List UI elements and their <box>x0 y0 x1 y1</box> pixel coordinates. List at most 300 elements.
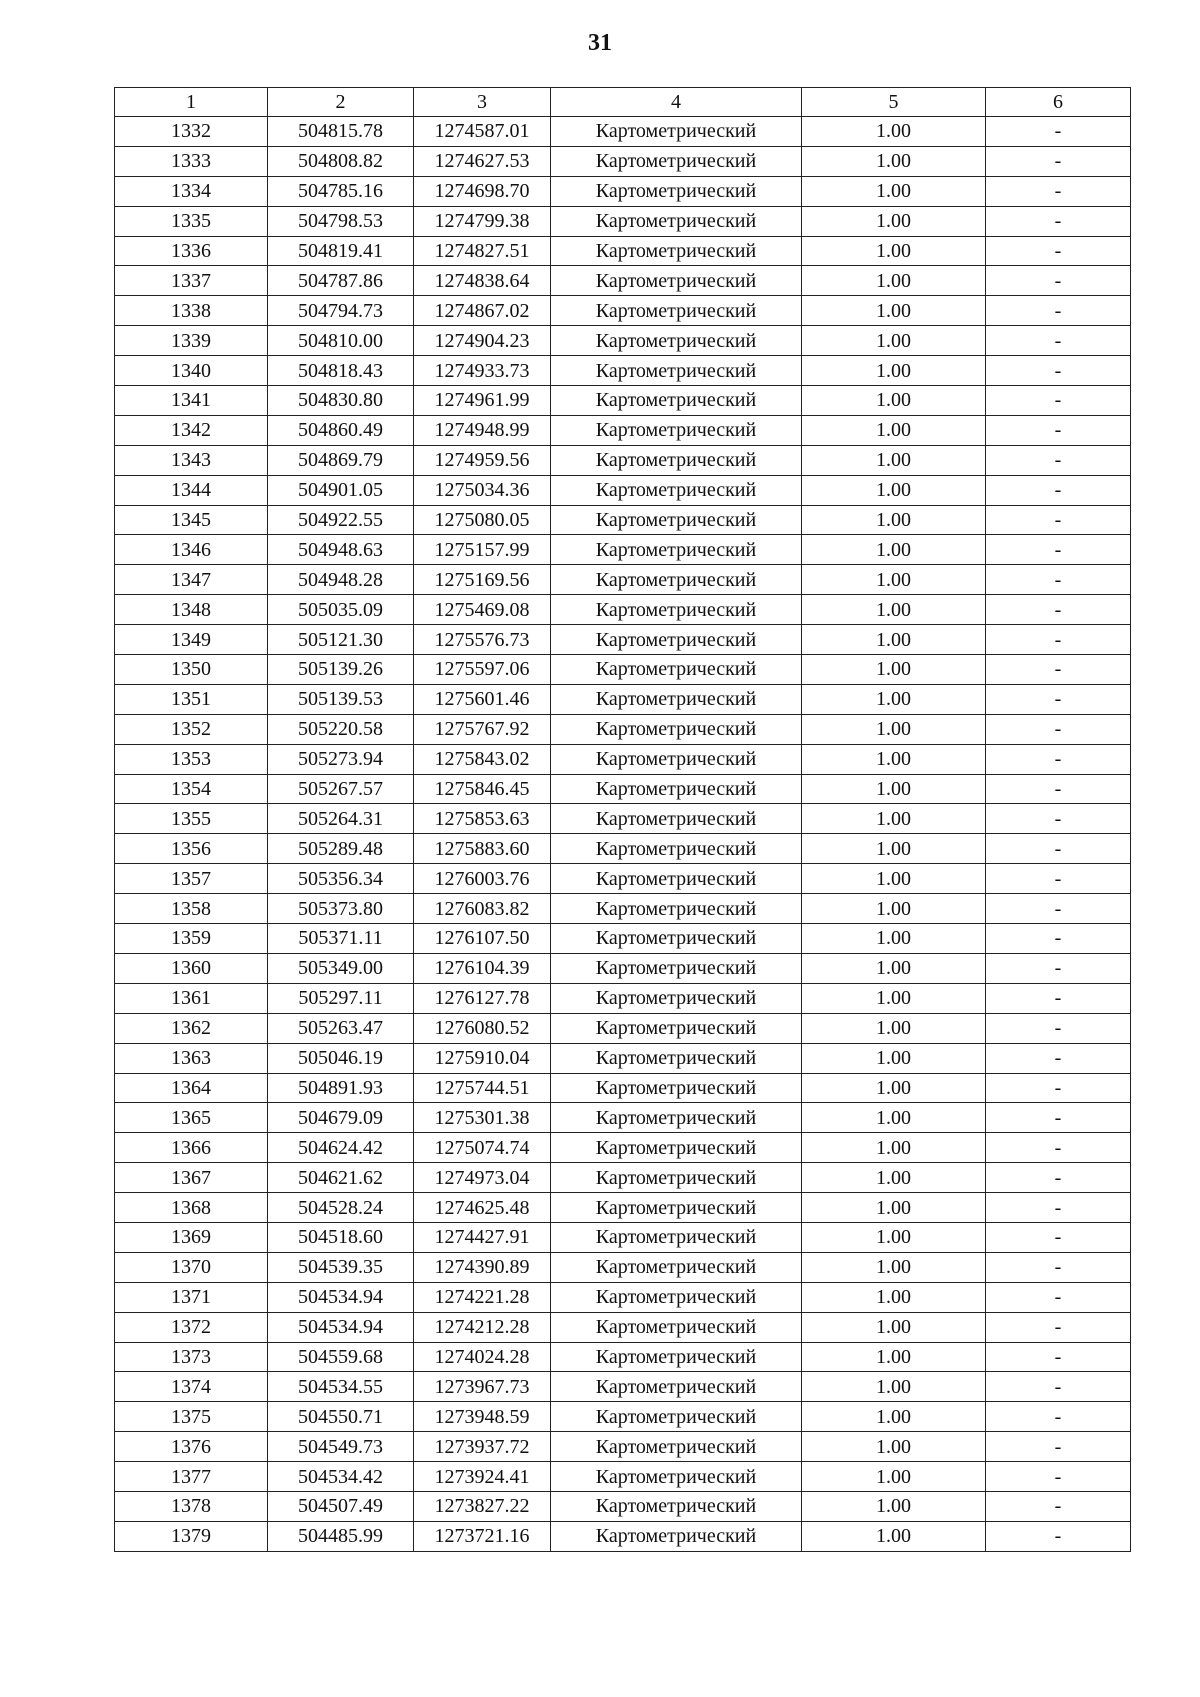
accuracy-cell: 1.00 <box>802 1252 986 1282</box>
point-number-cell: 1370 <box>115 1252 268 1282</box>
y-coordinate-cell: 1274827.51 <box>414 236 551 266</box>
table-row <box>115 894 1131 924</box>
accuracy-cell: 1.00 <box>802 266 986 296</box>
accuracy-cell: 1.00 <box>802 595 986 625</box>
point-number-cell: 1362 <box>115 1013 268 1043</box>
accuracy-cell: 1.00 <box>802 1193 986 1223</box>
point-number-cell: 1357 <box>115 864 268 894</box>
table-row <box>115 1133 1131 1163</box>
accuracy-cell: 1.00 <box>802 1133 986 1163</box>
x-coordinate-cell: 505121.30 <box>268 625 414 655</box>
table-row <box>115 774 1131 804</box>
accuracy-cell: 1.00 <box>802 296 986 326</box>
accuracy-cell: 1.00 <box>802 655 986 685</box>
point-number-cell: 1354 <box>115 774 268 804</box>
point-number-cell: 1376 <box>115 1432 268 1462</box>
method-cell: Картометрический <box>551 1043 802 1073</box>
x-coordinate-cell: 504621.62 <box>268 1163 414 1193</box>
accuracy-cell: 1.00 <box>802 117 986 147</box>
x-coordinate-cell: 504869.79 <box>268 445 414 475</box>
description-cell: - <box>986 565 1131 595</box>
x-coordinate-cell: 504830.80 <box>268 386 414 416</box>
x-coordinate-cell: 504901.05 <box>268 475 414 505</box>
y-coordinate-cell: 1275074.74 <box>414 1133 551 1163</box>
y-coordinate-cell: 1273721.16 <box>414 1521 551 1551</box>
point-number-cell: 1364 <box>115 1073 268 1103</box>
table-row <box>115 117 1131 147</box>
method-cell: Картометрический <box>551 804 802 834</box>
column-header: 5 <box>802 88 986 117</box>
y-coordinate-cell: 1275469.08 <box>414 595 551 625</box>
method-cell: Картометрический <box>551 1252 802 1282</box>
accuracy-cell: 1.00 <box>802 1103 986 1133</box>
method-cell: Картометрический <box>551 1312 802 1342</box>
method-cell: Картометрический <box>551 236 802 266</box>
column-header: 4 <box>551 88 802 117</box>
y-coordinate-cell: 1276107.50 <box>414 924 551 954</box>
x-coordinate-cell: 504815.78 <box>268 117 414 147</box>
table-row <box>115 1342 1131 1372</box>
accuracy-cell: 1.00 <box>802 774 986 804</box>
accuracy-cell: 1.00 <box>802 415 986 445</box>
method-cell: Картометрический <box>551 445 802 475</box>
table-row <box>115 206 1131 236</box>
y-coordinate-cell: 1274427.91 <box>414 1222 551 1252</box>
table-row <box>115 1252 1131 1282</box>
table-row <box>115 1193 1131 1223</box>
accuracy-cell: 1.00 <box>802 236 986 266</box>
point-number-cell: 1341 <box>115 386 268 416</box>
description-cell: - <box>986 1133 1131 1163</box>
coordinates-table <box>114 87 1131 1552</box>
point-number-cell: 1360 <box>115 953 268 983</box>
table-row <box>115 535 1131 565</box>
point-number-cell: 1358 <box>115 894 268 924</box>
x-coordinate-cell: 505139.53 <box>268 684 414 714</box>
point-number-cell: 1371 <box>115 1282 268 1312</box>
x-coordinate-cell: 505264.31 <box>268 804 414 834</box>
accuracy-cell: 1.00 <box>802 1491 986 1521</box>
y-coordinate-cell: 1274625.48 <box>414 1193 551 1223</box>
y-coordinate-cell: 1275910.04 <box>414 1043 551 1073</box>
point-number-cell: 1342 <box>115 415 268 445</box>
x-coordinate-cell: 504534.94 <box>268 1282 414 1312</box>
x-coordinate-cell: 505035.09 <box>268 595 414 625</box>
description-cell: - <box>986 445 1131 475</box>
method-cell: Картометрический <box>551 356 802 386</box>
table-row <box>115 595 1131 625</box>
description-cell: - <box>986 894 1131 924</box>
x-coordinate-cell: 505273.94 <box>268 744 414 774</box>
description-cell: - <box>986 236 1131 266</box>
point-number-cell: 1340 <box>115 356 268 386</box>
method-cell: Картометрический <box>551 1163 802 1193</box>
y-coordinate-cell: 1275034.36 <box>414 475 551 505</box>
table-row <box>115 1491 1131 1521</box>
table-row <box>115 1103 1131 1133</box>
y-coordinate-cell: 1274973.04 <box>414 1163 551 1193</box>
table-row <box>115 684 1131 714</box>
description-cell: - <box>986 1342 1131 1372</box>
method-cell: Картометрический <box>551 595 802 625</box>
point-number-cell: 1375 <box>115 1402 268 1432</box>
page-number: 31 <box>588 30 612 56</box>
description-cell: - <box>986 655 1131 685</box>
table-row <box>115 266 1131 296</box>
accuracy-cell: 1.00 <box>802 1013 986 1043</box>
table-row <box>115 445 1131 475</box>
point-number-cell: 1344 <box>115 475 268 505</box>
table-row <box>115 983 1131 1013</box>
y-coordinate-cell: 1275169.56 <box>414 565 551 595</box>
y-coordinate-cell: 1273967.73 <box>414 1372 551 1402</box>
x-coordinate-cell: 504518.60 <box>268 1222 414 1252</box>
description-cell: - <box>986 744 1131 774</box>
point-number-cell: 1339 <box>115 326 268 356</box>
method-cell: Картометрический <box>551 1103 802 1133</box>
description-cell: - <box>986 206 1131 236</box>
point-number-cell: 1367 <box>115 1163 268 1193</box>
x-coordinate-cell: 504549.73 <box>268 1432 414 1462</box>
accuracy-cell: 1.00 <box>802 1043 986 1073</box>
point-number-cell: 1347 <box>115 565 268 595</box>
accuracy-cell: 1.00 <box>802 1342 986 1372</box>
y-coordinate-cell: 1275601.46 <box>414 684 551 714</box>
method-cell: Картометрический <box>551 1073 802 1103</box>
table-row <box>115 1521 1131 1551</box>
table-row <box>115 296 1131 326</box>
method-cell: Картометрический <box>551 326 802 356</box>
point-number-cell: 1351 <box>115 684 268 714</box>
description-cell: - <box>986 1193 1131 1223</box>
table-row <box>115 565 1131 595</box>
y-coordinate-cell: 1275846.45 <box>414 774 551 804</box>
x-coordinate-cell: 505046.19 <box>268 1043 414 1073</box>
description-cell: - <box>986 117 1131 147</box>
point-number-cell: 1345 <box>115 505 268 535</box>
y-coordinate-cell: 1276127.78 <box>414 983 551 1013</box>
accuracy-cell: 1.00 <box>802 1222 986 1252</box>
point-number-cell: 1343 <box>115 445 268 475</box>
method-cell: Картометрический <box>551 505 802 535</box>
x-coordinate-cell: 504534.94 <box>268 1312 414 1342</box>
y-coordinate-cell: 1275853.63 <box>414 804 551 834</box>
x-coordinate-cell: 504810.00 <box>268 326 414 356</box>
x-coordinate-cell: 505297.11 <box>268 983 414 1013</box>
description-cell: - <box>986 1432 1131 1462</box>
y-coordinate-cell: 1273948.59 <box>414 1402 551 1432</box>
x-coordinate-cell: 505373.80 <box>268 894 414 924</box>
y-coordinate-cell: 1275883.60 <box>414 834 551 864</box>
y-coordinate-cell: 1274212.28 <box>414 1312 551 1342</box>
method-cell: Картометрический <box>551 1193 802 1223</box>
accuracy-cell: 1.00 <box>802 1312 986 1342</box>
table-body <box>115 117 1131 1552</box>
point-number-cell: 1372 <box>115 1312 268 1342</box>
table-row <box>115 655 1131 685</box>
point-number-cell: 1350 <box>115 655 268 685</box>
accuracy-cell: 1.00 <box>802 326 986 356</box>
method-cell: Картометрический <box>551 565 802 595</box>
y-coordinate-cell: 1273827.22 <box>414 1491 551 1521</box>
accuracy-cell: 1.00 <box>802 924 986 954</box>
method-cell: Картометрический <box>551 1222 802 1252</box>
x-coordinate-cell: 504808.82 <box>268 146 414 176</box>
y-coordinate-cell: 1275576.73 <box>414 625 551 655</box>
description-cell: - <box>986 1491 1131 1521</box>
y-coordinate-cell: 1274627.53 <box>414 146 551 176</box>
description-cell: - <box>986 1312 1131 1342</box>
method-cell: Картометрический <box>551 176 802 206</box>
y-coordinate-cell: 1274698.70 <box>414 176 551 206</box>
x-coordinate-cell: 504534.42 <box>268 1462 414 1492</box>
x-coordinate-cell: 504624.42 <box>268 1133 414 1163</box>
table-row <box>115 953 1131 983</box>
table-row <box>115 356 1131 386</box>
description-cell: - <box>986 535 1131 565</box>
y-coordinate-cell: 1274390.89 <box>414 1252 551 1282</box>
description-cell: - <box>986 1073 1131 1103</box>
table-row <box>115 505 1131 535</box>
point-number-cell: 1338 <box>115 296 268 326</box>
method-cell: Картометрический <box>551 1282 802 1312</box>
description-cell: - <box>986 266 1131 296</box>
x-coordinate-cell: 504534.55 <box>268 1372 414 1402</box>
table-row <box>115 475 1131 505</box>
y-coordinate-cell: 1273937.72 <box>414 1432 551 1462</box>
description-cell: - <box>986 804 1131 834</box>
y-coordinate-cell: 1274221.28 <box>414 1282 551 1312</box>
description-cell: - <box>986 1282 1131 1312</box>
y-coordinate-cell: 1276083.82 <box>414 894 551 924</box>
y-coordinate-cell: 1276003.76 <box>414 864 551 894</box>
table-row <box>115 1402 1131 1432</box>
accuracy-cell: 1.00 <box>802 146 986 176</box>
x-coordinate-cell: 504948.28 <box>268 565 414 595</box>
x-coordinate-cell: 504819.41 <box>268 236 414 266</box>
table-row <box>115 236 1131 266</box>
point-number-cell: 1332 <box>115 117 268 147</box>
table-row <box>115 1312 1131 1342</box>
y-coordinate-cell: 1273924.41 <box>414 1462 551 1492</box>
x-coordinate-cell: 505220.58 <box>268 714 414 744</box>
method-cell: Картометрический <box>551 1133 802 1163</box>
description-cell: - <box>986 1252 1131 1282</box>
method-cell: Картометрический <box>551 1372 802 1402</box>
x-coordinate-cell: 505139.26 <box>268 655 414 685</box>
point-number-cell: 1356 <box>115 834 268 864</box>
description-cell: - <box>986 1521 1131 1551</box>
accuracy-cell: 1.00 <box>802 445 986 475</box>
x-coordinate-cell: 505371.11 <box>268 924 414 954</box>
table-row <box>115 804 1131 834</box>
method-cell: Картометрический <box>551 924 802 954</box>
column-header: 1 <box>115 88 268 117</box>
method-cell: Картометрический <box>551 894 802 924</box>
accuracy-cell: 1.00 <box>802 1282 986 1312</box>
column-header: 2 <box>268 88 414 117</box>
table-row <box>115 1462 1131 1492</box>
method-cell: Картометрический <box>551 1402 802 1432</box>
method-cell: Картометрический <box>551 1521 802 1551</box>
table-row <box>115 1282 1131 1312</box>
y-coordinate-cell: 1275843.02 <box>414 744 551 774</box>
method-cell: Картометрический <box>551 714 802 744</box>
y-coordinate-cell: 1276080.52 <box>414 1013 551 1043</box>
description-cell: - <box>986 1372 1131 1402</box>
point-number-cell: 1366 <box>115 1133 268 1163</box>
y-coordinate-cell: 1274838.64 <box>414 266 551 296</box>
accuracy-cell: 1.00 <box>802 535 986 565</box>
accuracy-cell: 1.00 <box>802 1432 986 1462</box>
accuracy-cell: 1.00 <box>802 386 986 416</box>
accuracy-cell: 1.00 <box>802 565 986 595</box>
point-number-cell: 1335 <box>115 206 268 236</box>
x-coordinate-cell: 505267.57 <box>268 774 414 804</box>
method-cell: Картометрический <box>551 415 802 445</box>
point-number-cell: 1353 <box>115 744 268 774</box>
table-row <box>115 1163 1131 1193</box>
accuracy-cell: 1.00 <box>802 1521 986 1551</box>
table-row <box>115 386 1131 416</box>
point-number-cell: 1374 <box>115 1372 268 1402</box>
y-coordinate-cell: 1274799.38 <box>414 206 551 236</box>
x-coordinate-cell: 504485.99 <box>268 1521 414 1551</box>
x-coordinate-cell: 504528.24 <box>268 1193 414 1223</box>
description-cell: - <box>986 684 1131 714</box>
table-row <box>115 834 1131 864</box>
y-coordinate-cell: 1275080.05 <box>414 505 551 535</box>
description-cell: - <box>986 505 1131 535</box>
x-coordinate-cell: 504539.35 <box>268 1252 414 1282</box>
point-number-cell: 1348 <box>115 595 268 625</box>
table-row <box>115 176 1131 206</box>
description-cell: - <box>986 834 1131 864</box>
method-cell: Картометрический <box>551 1491 802 1521</box>
table-row <box>115 1432 1131 1462</box>
accuracy-cell: 1.00 <box>802 714 986 744</box>
point-number-cell: 1352 <box>115 714 268 744</box>
accuracy-cell: 1.00 <box>802 684 986 714</box>
method-cell: Картометрический <box>551 266 802 296</box>
point-number-cell: 1337 <box>115 266 268 296</box>
description-cell: - <box>986 386 1131 416</box>
x-coordinate-cell: 504550.71 <box>268 1402 414 1432</box>
accuracy-cell: 1.00 <box>802 1073 986 1103</box>
method-cell: Картометрический <box>551 774 802 804</box>
description-cell: - <box>986 1222 1131 1252</box>
description-cell: - <box>986 356 1131 386</box>
point-number-cell: 1373 <box>115 1342 268 1372</box>
point-number-cell: 1349 <box>115 625 268 655</box>
y-coordinate-cell: 1274959.56 <box>414 445 551 475</box>
accuracy-cell: 1.00 <box>802 206 986 236</box>
point-number-cell: 1355 <box>115 804 268 834</box>
y-coordinate-cell: 1274867.02 <box>414 296 551 326</box>
point-number-cell: 1361 <box>115 983 268 1013</box>
table-row <box>115 1372 1131 1402</box>
description-cell: - <box>986 595 1131 625</box>
point-number-cell: 1346 <box>115 535 268 565</box>
x-coordinate-cell: 504860.49 <box>268 415 414 445</box>
y-coordinate-cell: 1275301.38 <box>414 1103 551 1133</box>
method-cell: Картометрический <box>551 684 802 714</box>
table-row <box>115 415 1131 445</box>
x-coordinate-cell: 504891.93 <box>268 1073 414 1103</box>
description-cell: - <box>986 296 1131 326</box>
method-cell: Картометрический <box>551 1432 802 1462</box>
accuracy-cell: 1.00 <box>802 356 986 386</box>
description-cell: - <box>986 146 1131 176</box>
x-coordinate-cell: 504794.73 <box>268 296 414 326</box>
description-cell: - <box>986 176 1131 206</box>
method-cell: Картометрический <box>551 983 802 1013</box>
accuracy-cell: 1.00 <box>802 804 986 834</box>
description-cell: - <box>986 1402 1131 1432</box>
description-cell: - <box>986 864 1131 894</box>
point-number-cell: 1336 <box>115 236 268 266</box>
table-row <box>115 625 1131 655</box>
y-coordinate-cell: 1276104.39 <box>414 953 551 983</box>
description-cell: - <box>986 983 1131 1013</box>
x-coordinate-cell: 505263.47 <box>268 1013 414 1043</box>
table-row <box>115 1043 1131 1073</box>
y-coordinate-cell: 1274024.28 <box>414 1342 551 1372</box>
accuracy-cell: 1.00 <box>802 505 986 535</box>
table-row <box>115 326 1131 356</box>
description-cell: - <box>986 475 1131 505</box>
point-number-cell: 1377 <box>115 1462 268 1492</box>
x-coordinate-cell: 505349.00 <box>268 953 414 983</box>
x-coordinate-cell: 505356.34 <box>268 864 414 894</box>
y-coordinate-cell: 1274961.99 <box>414 386 551 416</box>
method-cell: Картометрический <box>551 296 802 326</box>
method-cell: Картометрический <box>551 386 802 416</box>
accuracy-cell: 1.00 <box>802 744 986 774</box>
x-coordinate-cell: 504679.09 <box>268 1103 414 1133</box>
method-cell: Картометрический <box>551 864 802 894</box>
y-coordinate-cell: 1275744.51 <box>414 1073 551 1103</box>
x-coordinate-cell: 504559.68 <box>268 1342 414 1372</box>
x-coordinate-cell: 504818.43 <box>268 356 414 386</box>
table-row <box>115 864 1131 894</box>
method-cell: Картометрический <box>551 1013 802 1043</box>
point-number-cell: 1333 <box>115 146 268 176</box>
description-cell: - <box>986 326 1131 356</box>
method-cell: Картометрический <box>551 1342 802 1372</box>
point-number-cell: 1363 <box>115 1043 268 1073</box>
point-number-cell: 1378 <box>115 1491 268 1521</box>
accuracy-cell: 1.00 <box>802 475 986 505</box>
description-cell: - <box>986 953 1131 983</box>
method-cell: Картометрический <box>551 206 802 236</box>
table-row <box>115 924 1131 954</box>
x-coordinate-cell: 504507.49 <box>268 1491 414 1521</box>
x-coordinate-cell: 504922.55 <box>268 505 414 535</box>
accuracy-cell: 1.00 <box>802 1163 986 1193</box>
x-coordinate-cell: 504798.53 <box>268 206 414 236</box>
y-coordinate-cell: 1275597.06 <box>414 655 551 685</box>
table-header-row <box>115 88 1131 117</box>
description-cell: - <box>986 714 1131 744</box>
description-cell: - <box>986 625 1131 655</box>
accuracy-cell: 1.00 <box>802 864 986 894</box>
accuracy-cell: 1.00 <box>802 176 986 206</box>
accuracy-cell: 1.00 <box>802 1372 986 1402</box>
method-cell: Картометрический <box>551 625 802 655</box>
method-cell: Картометрический <box>551 535 802 565</box>
method-cell: Картометрический <box>551 655 802 685</box>
